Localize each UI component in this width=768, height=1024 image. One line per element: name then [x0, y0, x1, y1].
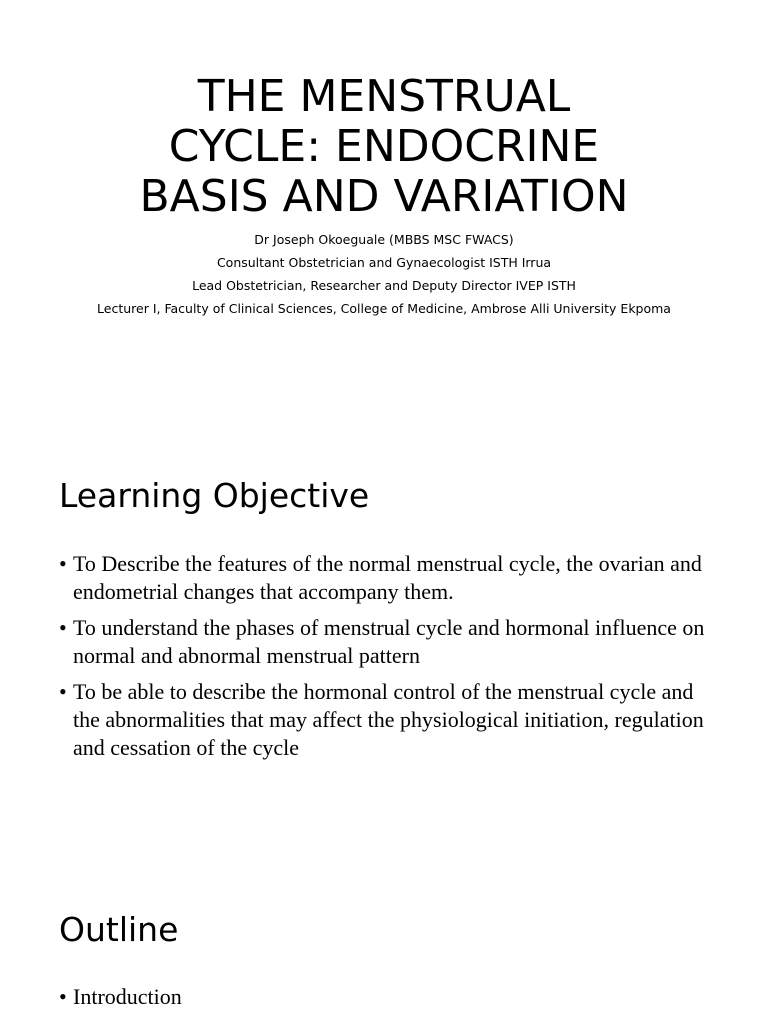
outline-list: [59, 983, 709, 1019]
list-item: [59, 550, 709, 606]
outline-slide: [0, 900, 768, 1024]
bullet-icon: •: [59, 679, 67, 704]
author-name: Dr Joseph Okoeguale (MBBS MSC FWACS): [254, 232, 514, 247]
learning-objective-slide: [0, 470, 768, 790]
bullet-icon: •: [59, 615, 67, 640]
list-item-text: To Describe the features of the normal menstrual cycle, the ovarian and endometrial changes that accompany them.: [73, 551, 702, 604]
author-position: Consultant Obstetrician and Gynaecologist ISTH Irrua: [216, 255, 552, 270]
list-item-text: To understand the phases of menstrual cycle and hormonal influence on normal and abnormal menstrual pattern: [73, 615, 705, 668]
author-details: [0, 228, 768, 320]
list-item: [59, 983, 709, 1011]
list-item: [59, 614, 709, 670]
presentation-title: THE MENSTRUAL CYCLE: ENDOCRINE BASIS AND VARIATION: [139, 71, 629, 222]
title-slide: [0, 60, 768, 360]
author-affiliation: Lecturer I, Faculty of Clinical Sciences, College of Medicine, Ambrose Alli University Ekpoma: [97, 301, 671, 316]
bullet-icon: •: [59, 984, 67, 1009]
bullet-icon: •: [59, 551, 67, 576]
section-heading: Outline: [59, 910, 179, 949]
section-heading: Learning Objective: [59, 476, 370, 515]
list-item: [59, 678, 709, 762]
objective-list: [59, 550, 709, 770]
author-role: Lead Obstetrician, Researcher and Deputy Director IVEP ISTH: [192, 278, 576, 293]
list-item-text: Introduction: [73, 984, 182, 1009]
list-item-text: To be able to describe the hormonal control of the menstrual cycle and the abnormalities that may affect the physiological initiation, regulation and cessation of the cycle: [73, 679, 704, 760]
